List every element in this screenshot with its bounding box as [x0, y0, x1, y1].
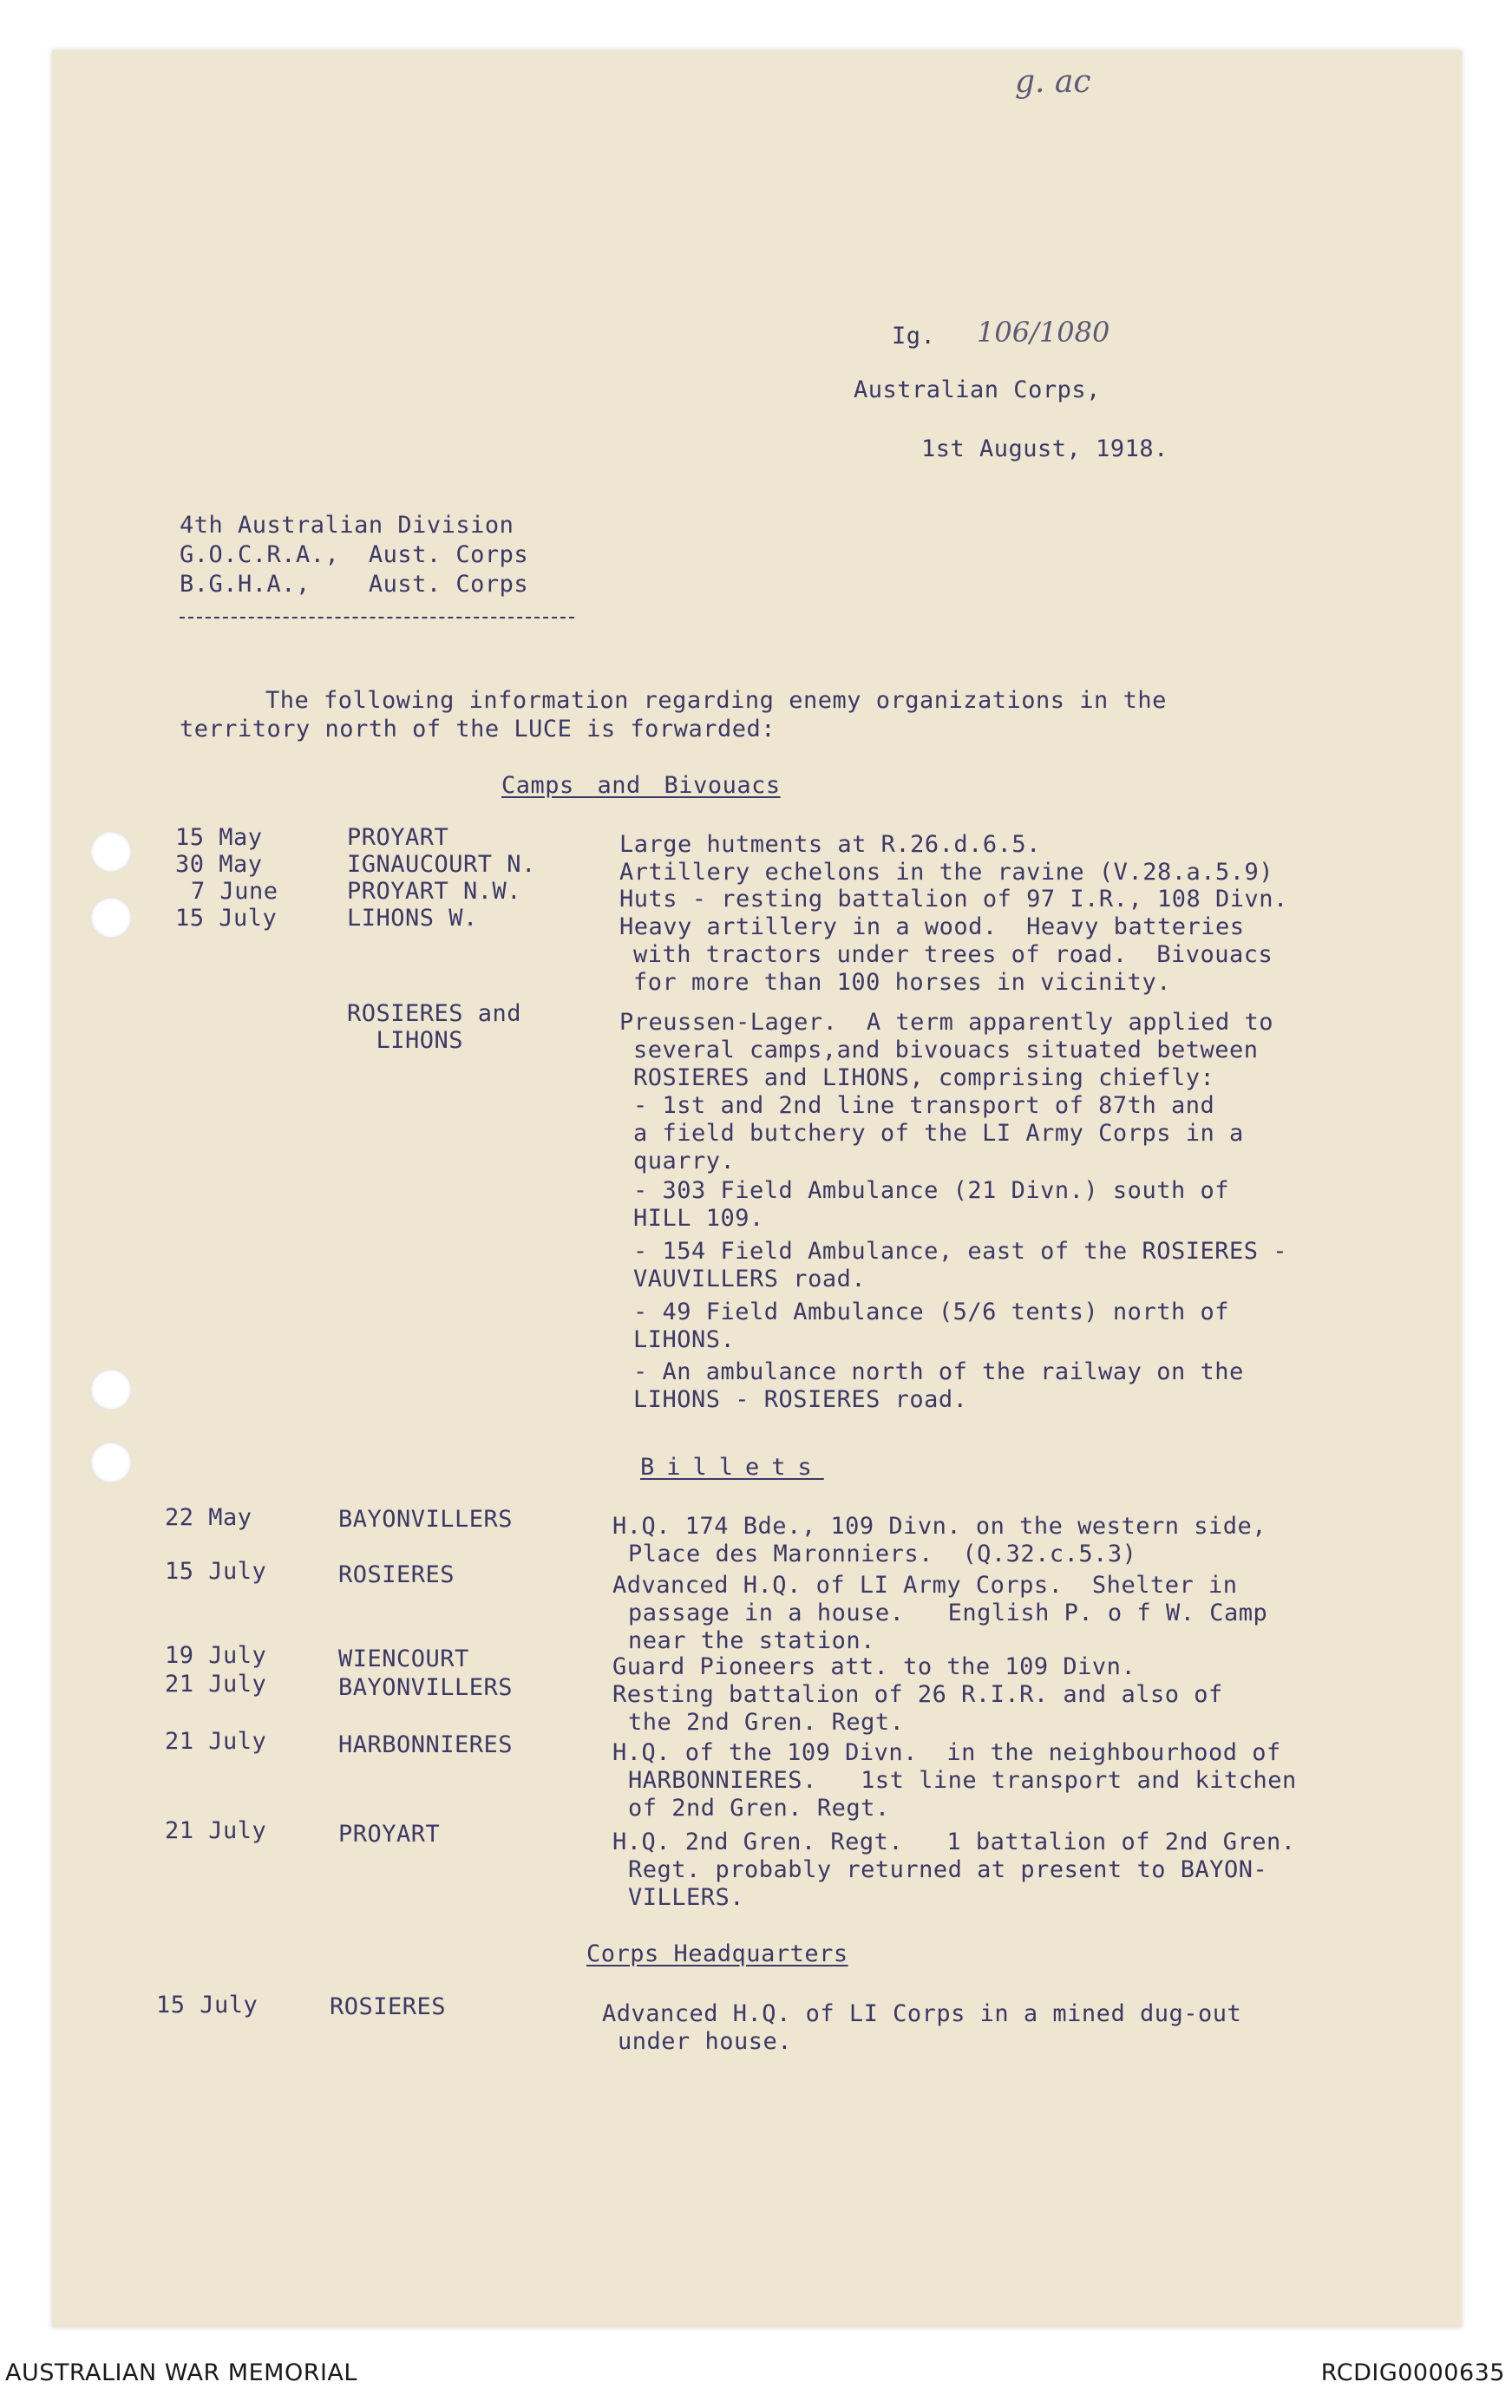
entry-date: 21 July [165, 1728, 267, 1755]
archive-credit: AUSTRALIAN WAR MEMORIAL [5, 2359, 357, 2386]
entry-text: quarry. [633, 1148, 736, 1175]
entry-text: - 303 Field Ambulance (21 Divn.) south of [633, 1177, 1229, 1204]
entry-place: PROYART [347, 824, 449, 851]
entry-date: 30 May [175, 851, 263, 878]
entry-text: - An ambulance north of the railway on the [633, 1358, 1244, 1385]
entry-date: 15 July [165, 1558, 267, 1585]
entry-text: with tractors under trees of road. Bivouacs [633, 941, 1273, 968]
entry-date: 15 July [175, 905, 278, 932]
entry-text: Heavy artillery in a wood. Heavy batteries [619, 913, 1245, 940]
intro-line: The following information regarding enemy organizations in the [265, 687, 1167, 714]
entry-text: Place des Maronniers. (Q.32.c.5.3) [628, 1541, 1137, 1567]
entry-text: HARBONNIERES. 1st line transport and kitchen [628, 1767, 1297, 1794]
entry-text: Resting battalion of 26 R.I.R. and also of [612, 1681, 1223, 1708]
section-heading-corps-hq: Corps Headquarters [586, 1940, 848, 1967]
punch-hole [90, 1369, 132, 1410]
reference-prefix: Ig. [892, 323, 936, 350]
entry-place: PROYART [338, 1821, 441, 1848]
entry-text: Preussen-Lager. A term apparently applied to [619, 1009, 1273, 1036]
entry-text: several camps,and bivouacs situated between [633, 1037, 1259, 1063]
letter-date: 1st August, 1918. [921, 435, 1168, 462]
entry-text: VILLERS. [628, 1884, 745, 1911]
entry-text: H.Q. 2nd Gren. Regt. 1 battalion of 2nd Gren. [612, 1829, 1296, 1855]
entry-text: a field butchery of the LI Army Corps in a [633, 1120, 1244, 1147]
handwritten-corner-note: g. ac [1015, 64, 1091, 100]
addressee-divider [180, 617, 574, 618]
entry-text: the 2nd Gren. Regt. [628, 1709, 905, 1736]
entry-place: WIENCOURT [338, 1646, 469, 1672]
entry-place: IGNAUCOURT N. [347, 851, 536, 878]
entry-date: 19 July [165, 1642, 267, 1669]
entry-date: 7 June [191, 878, 278, 905]
entry-date: 21 July [165, 1671, 267, 1698]
entry-place: HARBONNIERES [338, 1731, 514, 1758]
entry-text: VAUVILLERS road. [633, 1266, 867, 1292]
corps-heading: Australian Corps, [854, 376, 1101, 403]
entry-text: H.Q. 174 Bde., 109 Divn. on the western side, [612, 1513, 1267, 1540]
entry-text: Large hutments at R.26.d.6.5. [619, 831, 1041, 858]
entry-text: ROSIERES and LIHONS, comprising chiefly: [633, 1064, 1215, 1091]
entry-place: ROSIERES and LIHONS [347, 1000, 522, 1054]
entry-place: BAYONVILLERS [338, 1506, 514, 1533]
entry-text: - 49 Field Ambulance (5/6 tents) north of [633, 1299, 1229, 1325]
entry-date: 22 May [165, 1504, 252, 1531]
entry-text: Guard Pioneers att. to the 109 Divn. [612, 1653, 1136, 1680]
entry-place: PROYART N.W. [347, 878, 522, 905]
entry-text: HILL 109. [633, 1205, 764, 1232]
entry-text: LIHONS. [633, 1326, 736, 1353]
entry-date: 21 July [165, 1817, 267, 1844]
punch-hole [90, 897, 132, 939]
entry-text: of 2nd Gren. Regt. [628, 1795, 890, 1822]
entry-text: - 154 Field Ambulance, east of the ROSIERES - [633, 1238, 1287, 1265]
entry-text: Advanced H.Q. of LI Army Corps. Shelter in [612, 1572, 1238, 1599]
entry-text: LIHONS - ROSIERES road. [633, 1386, 968, 1413]
entry-text: under house. [618, 2028, 793, 2055]
addressee: 4th Australian Division [180, 512, 514, 539]
archive-id: RCDIG0000635 [1320, 2359, 1505, 2386]
addressee: G.O.C.R.A., Aust. Corps [180, 541, 529, 568]
entry-text: Advanced H.Q. of LI Corps in a mined dug-out [602, 2000, 1242, 2027]
entry-text: - 1st and 2nd line transport of 87th and [633, 1092, 1215, 1119]
entry-text: H.Q. of the 109 Divn. in the neighbourhood of [612, 1739, 1281, 1766]
entry-date: 15 May [175, 824, 263, 851]
entry-text: Huts - resting battalion of 97 I.R., 108 Divn. [619, 886, 1288, 913]
entry-place: LIHONS W. [347, 905, 478, 932]
entry-place: ROSIERES [330, 1993, 447, 2020]
entry-text: Regt. probably returned at present to BAYON- [628, 1856, 1268, 1883]
entry-text: near the station. [628, 1627, 875, 1654]
handwritten-reference-number: 106/1080 [977, 316, 1110, 349]
entry-place: ROSIERES [338, 1561, 455, 1588]
punch-hole [90, 1442, 132, 1483]
intro-line: territory north of the LUCE is forwarded: [180, 716, 776, 743]
entry-text: passage in a house. English P. o f W. Camp [628, 1600, 1268, 1626]
section-heading-camps: Camps and Bivouacs [501, 772, 781, 799]
addressee: B.G.H.A., Aust. Corps [180, 571, 529, 598]
punch-hole [90, 831, 132, 873]
entry-date: 15 July [156, 1992, 259, 2019]
entry-place: BAYONVILLERS [338, 1674, 514, 1701]
entry-text: for more than 100 horses in vicinity. [633, 969, 1171, 996]
section-heading-billets: Billets [640, 1454, 824, 1481]
entry-text: Artillery echelons in the ravine (V.28.a.5.9) [619, 859, 1273, 886]
